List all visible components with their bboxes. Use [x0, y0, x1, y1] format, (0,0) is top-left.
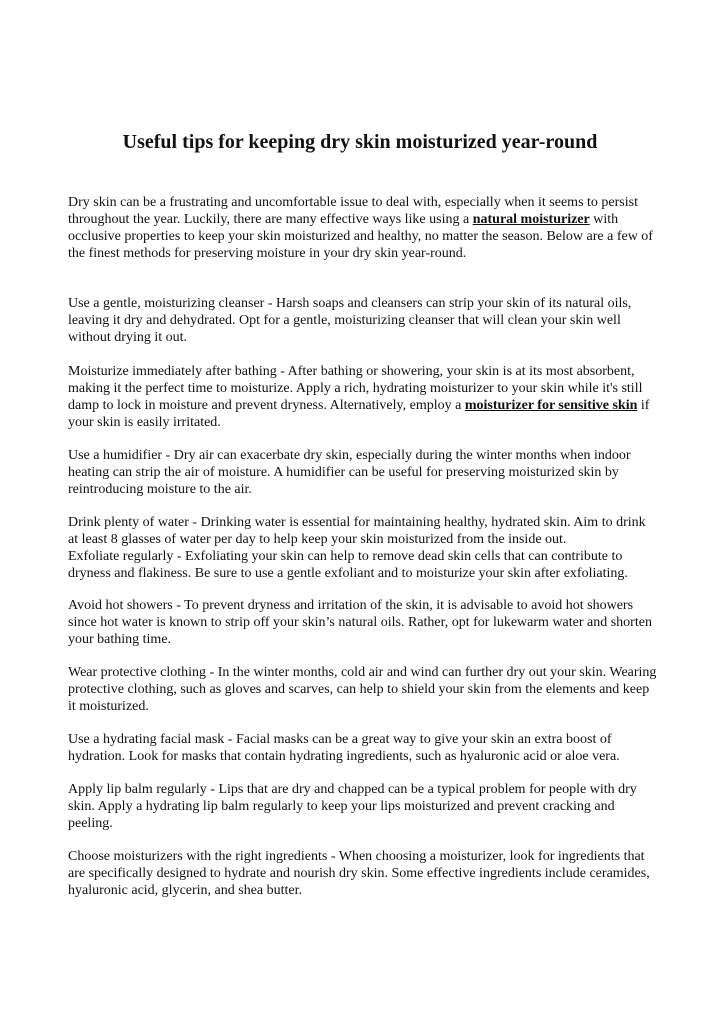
tip-facial-mask: Use a hydrating facial mask - Facial masks can be a great way to give your skin an extra boost of hydration. Look for masks that contain hydrating ingredients, such as hyaluronic acid or aloe vera.	[68, 732, 620, 764]
tip-hot-showers: Avoid hot showers - To prevent dryness and irritation of the skin, it is advisable to avoid hot showers since hot water is known to strip off your skin’s natural oils. Rather, opt for lukewarm water and shorten your bathing time.	[68, 598, 652, 647]
tip-exfoliate: Exfoliate regularly - Exfoliating your skin can help to remove dead skin cells that can contribute to dryness and flakiness. Be sure to use a gentle exfoliant and to moisturize your skin after exfoliating.	[68, 549, 628, 581]
tip-after-bathing	[68, 363, 658, 431]
sensitive-skin-moisturizer-link[interactable]: moisturizer for sensitive skin	[464, 398, 638, 413]
intro-text-1: Dry skin can be a frustrating and uncomfortable issue to deal with, especially when it seems to persist throughout the year. Luckily, there are many effective ways like using a	[68, 195, 638, 227]
tip-cleanser: Use a gentle, moisturizing cleanser - Harsh soaps and cleansers can strip your skin of its natural oils, leaving it dry and dehydrated. Opt for a gentle, moisturizing cleanser that will clean your skin well without drying it out.	[68, 296, 632, 345]
page-title: Useful tips for keeping dry skin moisturized year-round	[122, 131, 598, 153]
natural-moisturizer-link[interactable]: natural moisturizer	[472, 212, 590, 227]
tip-lip-balm: Apply lip balm regularly - Lips that are dry and chapped can be a typical problem for people with dry skin. Apply a hydrating lip balm regularly to keep your lips moisturized and prevent cracking and peeling.	[68, 782, 637, 831]
tip-protective-clothing: Wear protective clothing - In the winter months, cold air and wind can further dry out your skin. Wearing protective clothing, such as gloves and scarves, can help to shield your skin from the elements and keep it moisturized.	[68, 665, 657, 714]
intro-text-2: with occlusive properties to keep your skin moisturized and healthy, no matter the season. Below are a few of the finest methods for preserving moisture in your dry skin year-round.	[68, 212, 653, 261]
tip-ingredients: Choose moisturizers with the right ingredients - When choosing a moisturizer, look for ingredients that are specifically designed to hydrate and nourish dry skin. Some effective ingredients include ceramides, hyaluronic acid, glycerin, and shea butter.	[68, 849, 650, 898]
tip-humidifier: Use a humidifier - Dry air can exacerbate dry skin, especially during the winter months when indoor heating can strip the air of moisture. A humidifier can be useful for preserving moisturized skin by reintroducing moisture to the air.	[68, 448, 631, 497]
after-bathing-text-2: if your skin is easily irritated.	[68, 398, 650, 430]
intro-paragraph	[68, 194, 658, 262]
after-bathing-text-1: Moisturize immediately after bathing - After bathing or showering, your skin is at its most absorbent, making it the perfect time to moisturize. Apply a rich, hydrating moisturizer to your skin while it's still damp to lock in moisture and prevent dryness. Alternatively, employ a	[68, 364, 643, 413]
tip-water: Drink plenty of water - Drinking water is essential for maintaining healthy, hydrated skin. Aim to drink at least 8 glasses of water per day to help keep your skin moisturized from the inside out.	[68, 515, 646, 547]
